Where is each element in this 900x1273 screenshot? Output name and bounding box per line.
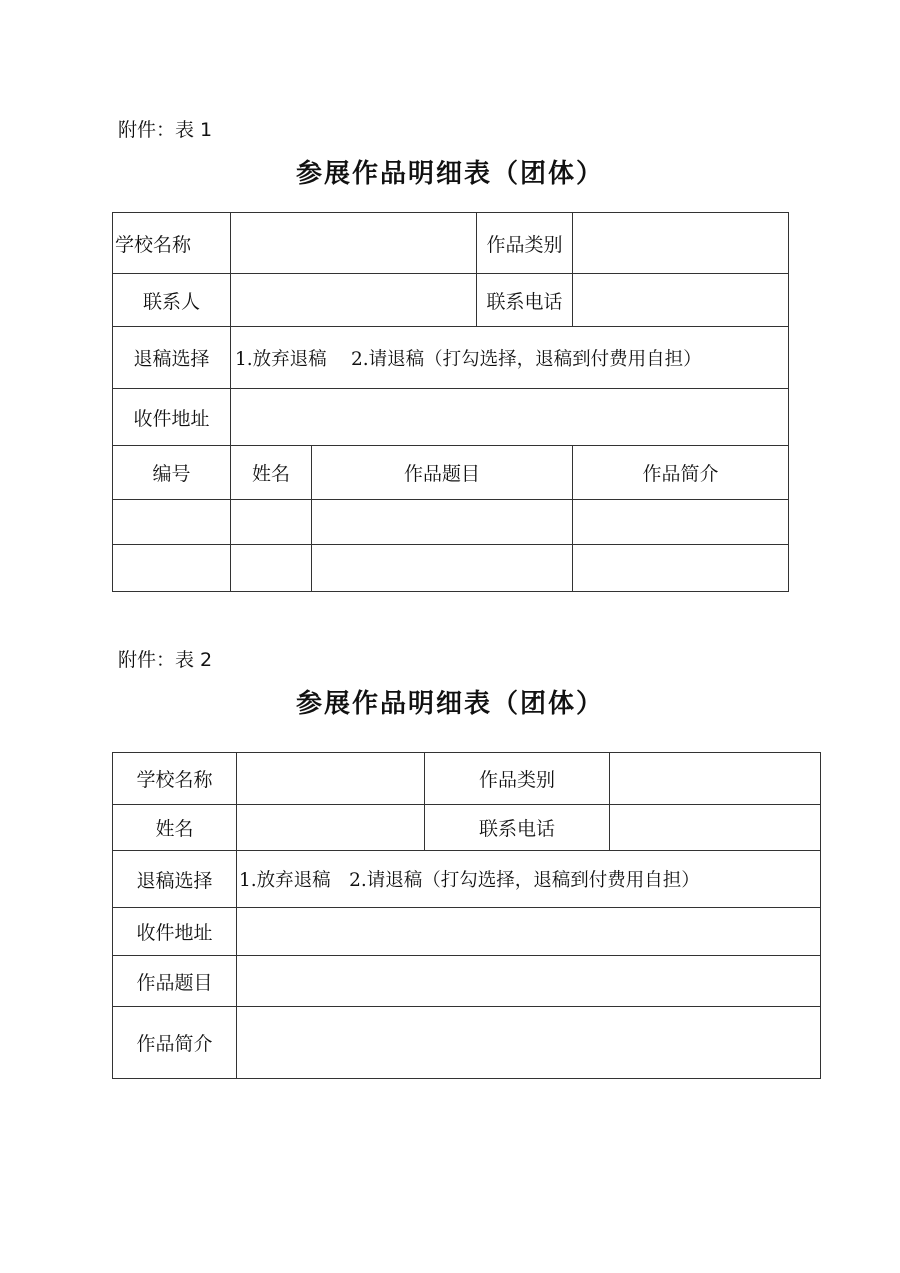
number-cell[interactable] — [113, 500, 231, 545]
work-intro-cell[interactable] — [573, 545, 789, 592]
category-label: 作品类别 — [477, 213, 573, 274]
name-cell[interactable] — [231, 500, 312, 545]
return-choice-label: 退稿选择 — [113, 851, 237, 908]
return-choice-label: 退稿选择 — [113, 327, 231, 389]
name-label: 姓名 — [113, 805, 237, 851]
address-field[interactable] — [237, 908, 821, 956]
address-label: 收件地址 — [113, 389, 231, 446]
name-field[interactable] — [237, 805, 425, 851]
column-header-work-intro: 作品简介 — [573, 446, 789, 500]
work-intro-label: 作品简介 — [113, 1007, 237, 1079]
work-title-label: 作品题目 — [113, 956, 237, 1007]
table-row — [113, 545, 789, 592]
school-name-field[interactable] — [231, 213, 477, 274]
phone-field[interactable] — [610, 805, 821, 851]
school-name-label: 学校名称 — [113, 753, 237, 805]
category-field[interactable] — [610, 753, 821, 805]
contact-field[interactable] — [231, 274, 477, 327]
phone-label: 联系电话 — [425, 805, 610, 851]
return-choice-options[interactable]: 1.放弃退稿 2.请退稿（打勾选择，退稿到付费用自担） — [231, 327, 789, 389]
work-title-cell[interactable] — [312, 500, 573, 545]
work-title-cell[interactable] — [312, 545, 573, 592]
work-intro-cell[interactable] — [573, 500, 789, 545]
form2-table — [112, 752, 821, 1079]
form1-title: 参展作品明细表（团体） — [295, 159, 604, 189]
address-label: 收件地址 — [113, 908, 237, 956]
category-label: 作品类别 — [425, 753, 610, 805]
column-header-name: 姓名 — [231, 446, 312, 500]
school-name-label: 学校名称 — [113, 213, 231, 274]
name-cell[interactable] — [231, 545, 312, 592]
attachment-label-2: 附件：表 2 — [118, 649, 213, 671]
work-intro-field[interactable] — [237, 1007, 821, 1079]
contact-label: 联系人 — [113, 274, 231, 327]
work-title-field[interactable] — [237, 956, 821, 1007]
phone-label: 联系电话 — [477, 274, 573, 327]
school-name-field[interactable] — [237, 753, 425, 805]
phone-field[interactable] — [573, 274, 789, 327]
form1-table — [112, 212, 789, 592]
address-field[interactable] — [231, 389, 789, 446]
table-row — [113, 500, 789, 545]
attachment-label-1: 附件：表 1 — [118, 119, 213, 141]
column-header-number: 编号 — [113, 446, 231, 500]
form2-title: 参展作品明细表（团体） — [295, 689, 604, 719]
category-field[interactable] — [573, 213, 789, 274]
number-cell[interactable] — [113, 545, 231, 592]
column-header-work-title: 作品题目 — [312, 446, 573, 500]
return-choice-options[interactable]: 1.放弃退稿 2.请退稿（打勾选择，退稿到付费用自担） — [237, 851, 821, 908]
